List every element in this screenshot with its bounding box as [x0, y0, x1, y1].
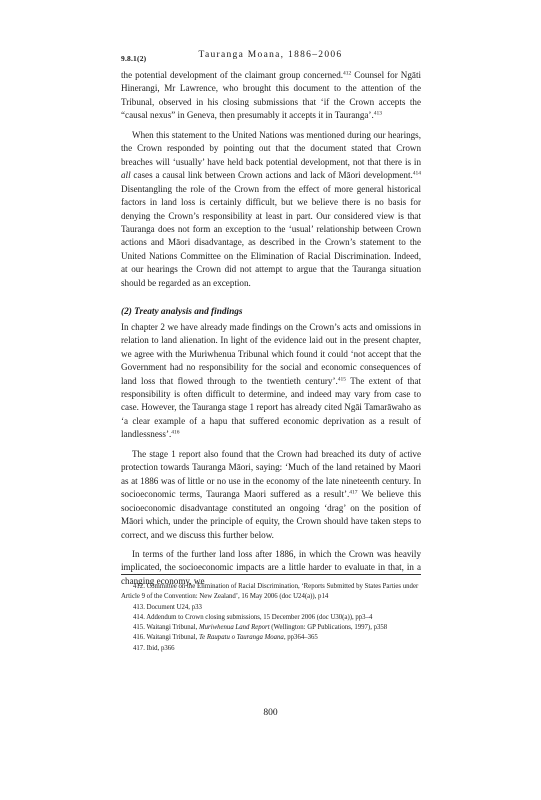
footnote-ref-417[interactable]: 417: [349, 489, 358, 496]
paragraph-1: the potential development of the claimant group concerned.$^{412}$ Counsel for Ngāti Hinerangi, Mr Lawrence, who brought this document to the attention of the Tribunal, observed in his closing submissions that ‘if the Crown accepts the “causal nexus” in Geneva, then presumably it accepts it in Tauranga’.$^{413}$: [121, 70, 421, 121]
paragraph-3: In chapter 2 we have already made findings on the Crown’s acts and omissions in relation to land alienation. In light of the evidence laid out in the present chapter, we agree with the Muriwhenua Tribunal which found it could ‘not accept that the Government had no responsibility for the social and economic consequences of land loss that flowed through to the twentieth century’.$^{415}$ The extent of that responsibility is often difficult to determine, and indeed may vary from case to case. However, the Tauranga stage 1 report has already cited Ngāi Tamarāwaho as ‘a clear example of a hapu that suffered economic deprivation as a result of landlessness’.$^{416}$: [121, 321, 422, 440]
footnote-417: 417. Ibid, p366: [133, 644, 175, 652]
footnote-ref-413[interactable]: 413: [373, 110, 382, 117]
running-head: Tauranga Moana, 1886–2006: [198, 50, 343, 60]
paragraph-2: When this statement to the United Nations was mentioned during our hearings, the Crown responded by pointing out that the document stated that Crown breaches will ‘usually’ have held back potential development, not that there is in all cases a causal link between Crown actions and lack of Māori development.$^{414}$ Disentangling the role of the Crown from the effect of more general historical factors in land loss is certainly difficult, but we believe there is no basis for denying the Crown’s responsibility at least in part. Our considered view is that Tauranga does not form an exception to the ‘usual’ relationship between Crown actions and Māori disadvantage, as described in the Crown’s statement to the United Nations Committee on the Elimination of Racial Discrimination. Indeed, at our hearings the Crown did not attempt to argue that the Tauranga situation should be regarded as an exception.: [121, 129, 421, 288]
footnotes: [121, 582, 421, 654]
section-heading: (2) Treaty analysis and findings: [121, 307, 243, 318]
footnote-ref-414[interactable]: 414: [412, 170, 421, 177]
footnote-413: 413. Document U24, p33: [133, 603, 202, 611]
page-number: 800: [263, 708, 278, 718]
footnote-416: 416. Waitangi Tribunal, Te Raupatu o Tauranga Moana, pp364–365: [133, 634, 318, 642]
body-text: [121, 69, 421, 588]
footnote-414: 414. Addendum to Crown closing submissions, 15 December 2006 (doc U30(a)), pp3–4: [133, 613, 373, 621]
footnote-ref-415[interactable]: 415: [337, 376, 347, 383]
footnote-415: 415. Waitangi Tribunal, Muriwhenua Land Report (Wellington: GP Publications, 1997), p358: [133, 624, 388, 632]
paragraph-5: In terms of the further land loss after 1886, in which the Crown was heavily implicated, the socioeconomic impacts are a little harder to evaluate in that, in a changing economy, we: [121, 548, 421, 586]
footnote-ref-412[interactable]: 412: [343, 70, 352, 77]
footnote-divider: [121, 574, 421, 575]
paragraph-4: The stage 1 report also found that the Crown had breached its duty of active protection towards Tauranga Māori, saying: ‘Much of the land retained by Maori as at 1886 was of little or no use in the economy of the late nineteenth century. In socioeconomic terms, Tauranga Maori suffered as a result’.$^{417}$ We believe this socioeconomic disadvantage constituted an ongoing ‘drag’ on the position of Māori which, under the principle of equity, the Crown should have taken steps to correct, and we discuss this further below.: [121, 448, 421, 540]
footnote-412: 412. Committee on the Elimination of Racial Discrimination, ‘Reports Submitted by States Parties under Article 9 of the Convention: New Zealand’, 16 May 2006 (doc U24(a)), p14: [121, 583, 419, 601]
footnote-ref-416[interactable]: 416: [171, 429, 180, 436]
section-reference: 9.8.1(2): [121, 54, 147, 63]
